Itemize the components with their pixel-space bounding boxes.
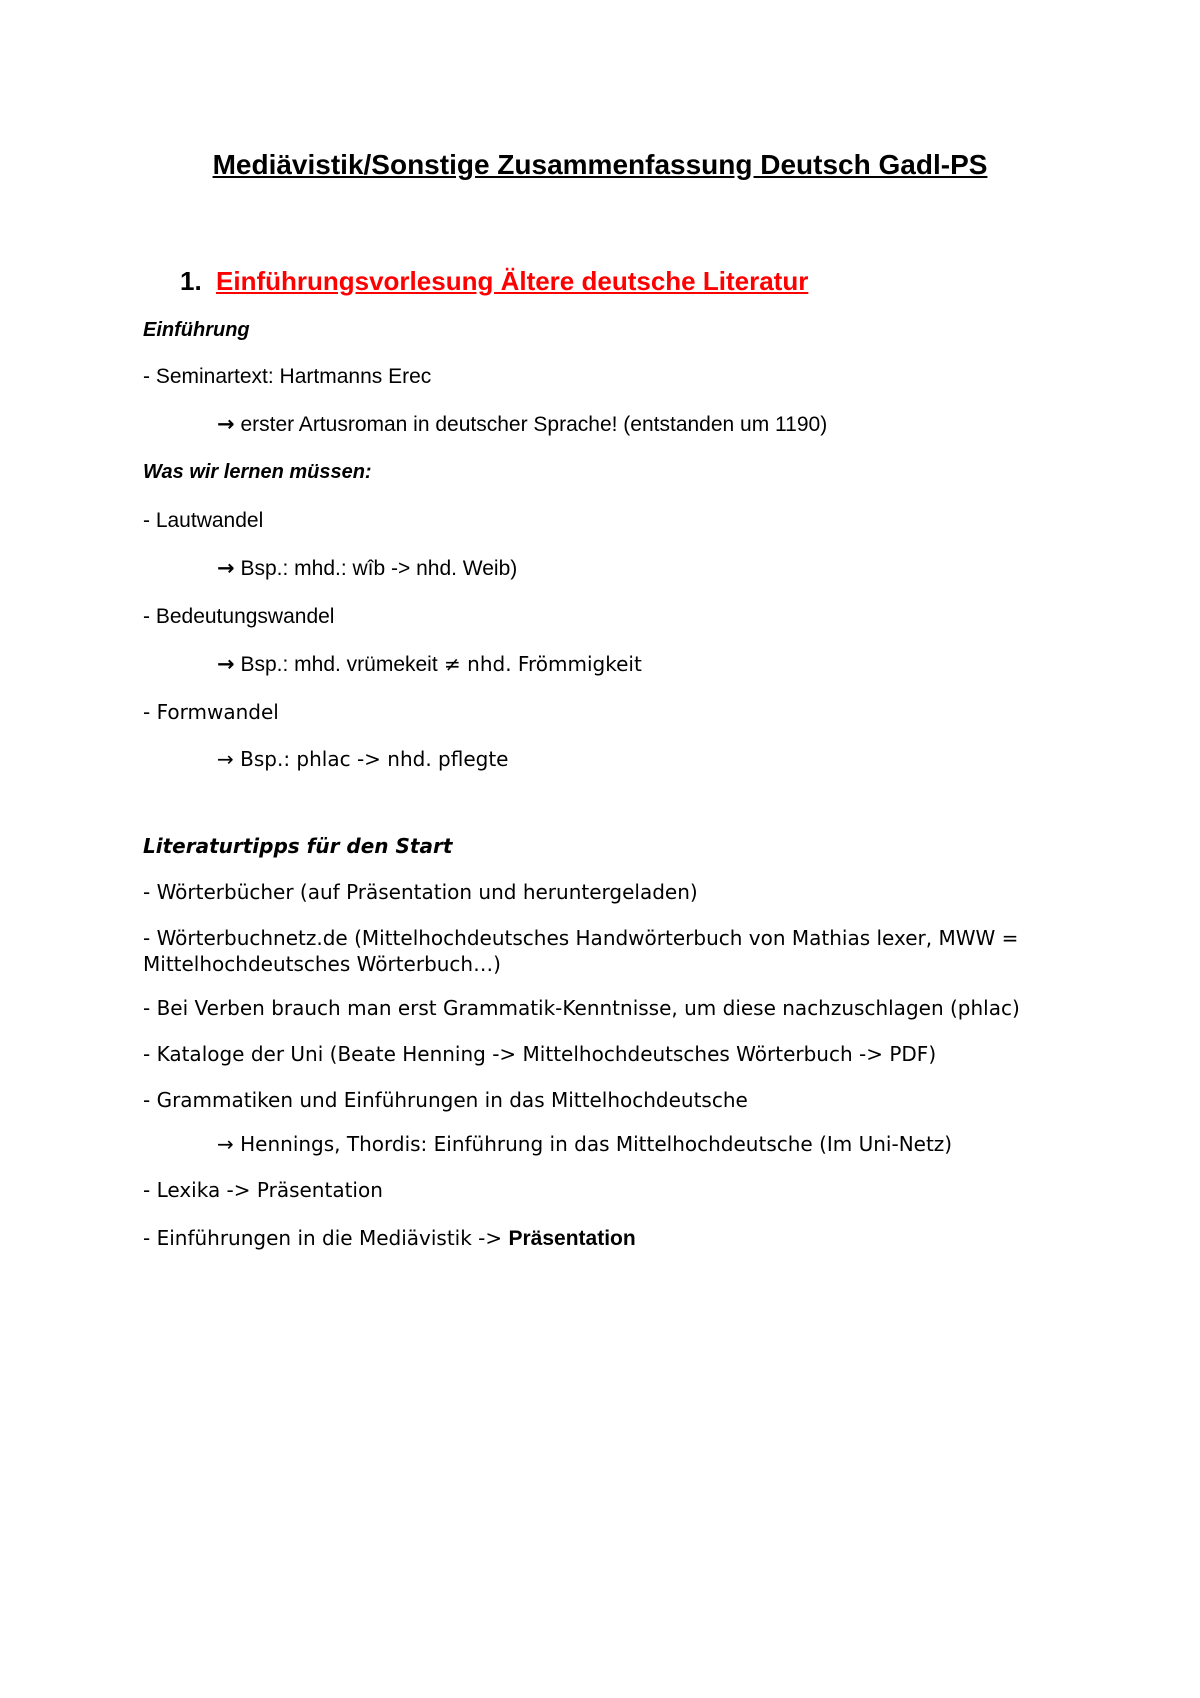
bsp-bed-bold: Bsp.: mhd. vrümekeit bbox=[240, 653, 438, 676]
arrow-right-icon: → bbox=[217, 652, 235, 676]
arrow-right-icon: → bbox=[217, 747, 234, 771]
erster-text: erster Artusroman in deutscher Sprache! (entstanden um 1190) bbox=[240, 413, 828, 436]
document-title: Mediävistik/Sonstige Zusammenfassung Deutsch Gadl-PS bbox=[212, 149, 988, 180]
arrow-right-icon: → bbox=[217, 412, 235, 436]
line-hennings bbox=[217, 1132, 952, 1156]
seminartext-text: - Seminartext: Hartmanns Erec bbox=[143, 365, 432, 388]
subheading-was-wir: Was wir lernen müssen: bbox=[143, 461, 372, 483]
lautwandel-text: - Lautwandel bbox=[143, 509, 264, 532]
line-grammatiken: - Grammatiken und Einführungen in das Mittelhochdeutsche bbox=[143, 1088, 748, 1112]
line-bsp-bed bbox=[217, 652, 642, 677]
arrow-right-icon: → bbox=[217, 556, 235, 580]
bedeutungswandel-text: - Bedeutungswandel bbox=[143, 605, 335, 628]
line-woerterbuecher: - Wörterbücher (auf Präsentation und heruntergeladen) bbox=[143, 880, 698, 904]
arrow-right-icon: → bbox=[217, 1132, 234, 1156]
einfuehrungen-text: - Einführungen in die Mediävistik -> bbox=[143, 1226, 509, 1250]
line-lautwandel bbox=[143, 508, 263, 533]
bsp-bed-rest: ≠ nhd. Frömmigkeit bbox=[437, 652, 642, 676]
line-lexika: - Lexika -> Präsentation bbox=[143, 1178, 383, 1202]
line-einfuehrungen bbox=[143, 1226, 636, 1251]
line-kataloge: - Kataloge der Uni (Beate Henning -> Mittelhochdeutsches Wörterbuch -> PDF) bbox=[143, 1042, 937, 1066]
bsp-form-text: Bsp.: phlac -> nhd. pflegte bbox=[240, 747, 509, 771]
subheading-literaturtipps: Literaturtipps für den Start bbox=[143, 834, 453, 858]
line-bedeutungswandel bbox=[143, 604, 334, 629]
hennings-text: Hennings, Thordis: Einführung in das Mittelhochdeutsche (Im Uni-Netz) bbox=[240, 1132, 953, 1156]
section-title: Einführungsvorlesung Ältere deutsche Literatur bbox=[216, 266, 809, 296]
line-formwandel: - Formwandel bbox=[143, 700, 279, 724]
bsp-laut-text: Bsp.: mhd.: wîb -> nhd. Weib) bbox=[240, 557, 518, 580]
line-erster bbox=[217, 412, 827, 437]
einfuehrungen-bold: Präsentation bbox=[508, 1227, 636, 1250]
line-verben: - Bei Verben brauch man erst Grammatik-Kenntnisse, um diese nachzuschlagen (phlac) bbox=[143, 996, 1020, 1020]
line-bsp-laut bbox=[217, 556, 517, 581]
subheading-einfuehrung: Einführung bbox=[143, 319, 250, 341]
line-bsp-form bbox=[217, 747, 508, 771]
line-seminartext bbox=[143, 364, 431, 389]
line-woerterbuchnetz: - Wörterbuchnetz.de (Mittelhochdeutsches Handwörterbuch von Mathias lexer, MWW = Mittelhochdeutsches Wörterbuch…) bbox=[143, 926, 1019, 976]
section-number: 1. bbox=[180, 266, 202, 296]
